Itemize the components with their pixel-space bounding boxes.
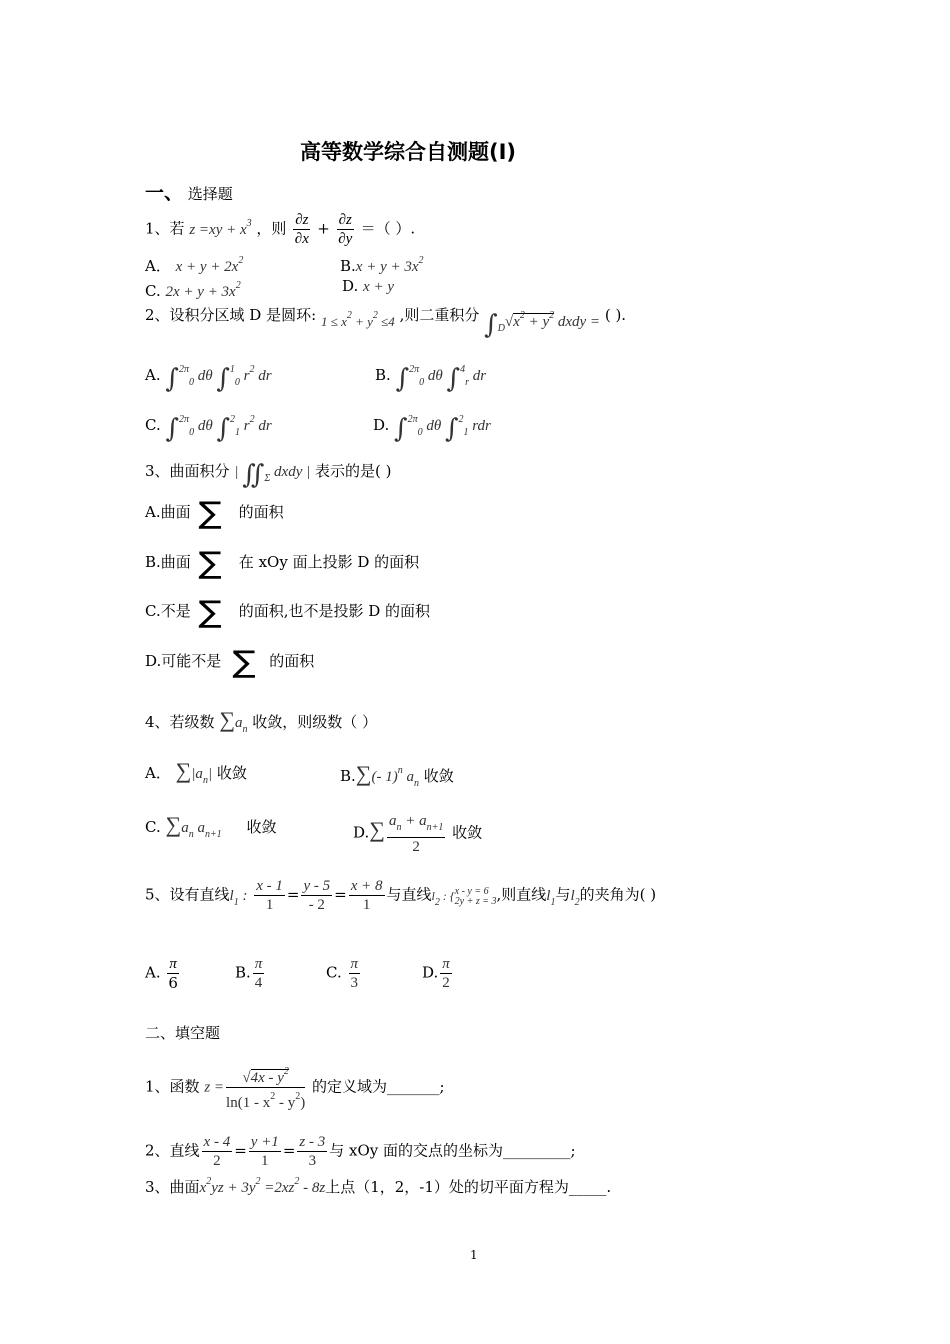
q2-option-c: C. ∫$^{2\pi}_0$ dθ ∫$^2_1$ $r^2$ dr (145, 414, 272, 444)
q4-stem: 4、若级数 (145, 713, 215, 731)
q1-option-a: A． $x + y + 2x^2$ (145, 255, 244, 275)
sigma-icon: ∑ (198, 496, 222, 531)
section-fill-heading: 二、填空题 (145, 1024, 221, 1042)
sigma-icon: ∑ (198, 546, 222, 581)
q4-series: $\sum a_n$ (219, 707, 248, 735)
q5-option-b: B. $\frac{\pi}{4}$ (235, 956, 263, 991)
fill-1: 1、函数 z = $\frac{√4x - y^2}{\ln(1 - x^2 - y^2)}$ 的定义域为_______; (145, 1063, 445, 1112)
q4-option-b: B.∑(- 1)$^n$ $a_n$ 收敛 (340, 761, 454, 789)
q4-option-c: C. $\sum a_n$ $a_{n+1}$ 收敛 (145, 812, 277, 840)
q3-option-c: C.不是 的面积,也不是投影 D 的面积 (145, 602, 431, 620)
f1-tail: 的定义域为_______; (312, 1077, 445, 1096)
question-1: 1、若 $z =xy + x^3$ ，则 $\frac{\partial z}{\partial x}$ + $\frac{\partial z}{\partial y}$ ＝（ ）. (145, 212, 416, 247)
q1-connector: ，则 (256, 219, 287, 238)
document-title: 高等数学综合自测题(I) (300, 140, 517, 164)
q5-tail: 的夹角为( ) (579, 885, 657, 904)
q2-option-d: D. ∫$^{2\pi}_0$ dθ ∫$^2_1$ rdr (373, 414, 491, 444)
q2-option-a: A. ∫$^{2\pi}_0$ dθ ∫$^1_0$ $r^2$ dr (145, 364, 272, 394)
q1-tail: ＝（ ）. (360, 219, 416, 238)
f2-tail: 与 xOy 面的交点的坐标为_________; (329, 1141, 576, 1160)
sigma-icon: ∑ (198, 595, 222, 630)
question-2 (145, 305, 626, 339)
q5-mid2: ,则直线 (496, 885, 547, 904)
q5-option-c: C. $\frac{\pi}{3}$ (326, 956, 359, 991)
q2-mid: ,则二重积分 (399, 306, 480, 324)
q3-option-a: A.曲面 的面积 (145, 503, 284, 521)
q3-tail: 表示的是( ) (315, 462, 392, 480)
fill-3: 3、曲面$x^2yz + 3y^2 =2xz^2 - 8z$上点（1，2，-1）处的切平面方程为_____. (145, 1176, 612, 1196)
section-number: 一、 (145, 182, 184, 204)
q5-mid: 与直线 (386, 885, 432, 904)
section-label: 选择题 (187, 185, 233, 203)
sigma-icon: ∑ (232, 645, 256, 680)
question-3 (145, 461, 392, 489)
q2-ring-condition: $1 \le x^2 + y^2 \le 4$ (320, 310, 395, 329)
q3-option-d: D.可能不是 的面积 (145, 652, 315, 670)
q5-stem: 5、设有直线 (145, 885, 230, 904)
fill-2: 2、直线 $\frac{x - 4}{2}$ = $\frac{y +1}{1}$ = $\frac{z - 3}{3}$ 与 xOy 面的交点的坐标为_________; (145, 1134, 576, 1169)
q1-option-b: $B.x + y + 3x^2$ (340, 255, 424, 275)
q1-stem: 1、若 (145, 219, 185, 238)
q1-formula: $z =xy + x^3$ (189, 217, 252, 238)
section-choice-heading (145, 178, 233, 205)
q1-partial-y: $\frac{\partial z}{\partial y}$ (338, 212, 353, 247)
f2-stem: 2、直线 (145, 1141, 200, 1160)
q1-option-d: D. x + y (342, 277, 394, 295)
q4-option-a: A． $\sum|a_n|$ 收敛 (145, 758, 247, 786)
question-4 (145, 707, 378, 740)
q1-partial-x: $\frac{\partial z}{\partial x}$ (294, 212, 309, 247)
page-number: 1 (470, 1248, 478, 1262)
f1-stem: 1、函数 (145, 1077, 200, 1096)
f3-tail: 上点（1，2，-1）处的切平面方程为_____. (325, 1178, 612, 1196)
q4-option-d: D.∑ $\frac{a_n + a_{n+1}}{2}$ 收敛 (353, 813, 483, 855)
q2-integral: $\int_D√x^2 + y^2$ dxdy = (484, 310, 601, 340)
q4-mid: 收敛，则级数（ ） (252, 713, 378, 731)
q3-integral: | $∬_\Sigma$ dxdy | (234, 460, 311, 490)
q3-stem: 3、曲面积分 (145, 462, 230, 480)
q1-option-c: C. $2x + y + 3x^2$ (145, 280, 241, 300)
q2-option-b: B. ∫$^{2\pi}_0$ dθ ∫$^4_r$ dr (375, 364, 487, 394)
q5-option-a: A. $\frac{\pi}{6}$ (145, 956, 178, 992)
q3-option-b: B.曲面 在 xOy 面上投影 D 的面积 (145, 553, 420, 571)
f3-stem: 3、曲面 (145, 1178, 200, 1196)
q2-tail: ( ). (604, 306, 627, 324)
q5-option-d: D. $\frac{\pi}{2}$ (422, 956, 450, 991)
q2-stem: 2、设积分区域 D 是圆环: (145, 306, 317, 324)
question-5: 5、设有直线$l_1$ : $\frac{x - 1}{1}$ = $\frac{y - 5}{- 2}$ = $\frac{x + 8}{1}$ 与直线$l_2$ : {x - y = 6 2y + z = 3,则直线$l_1$与$l_2$的夹角为( ) (145, 878, 657, 913)
